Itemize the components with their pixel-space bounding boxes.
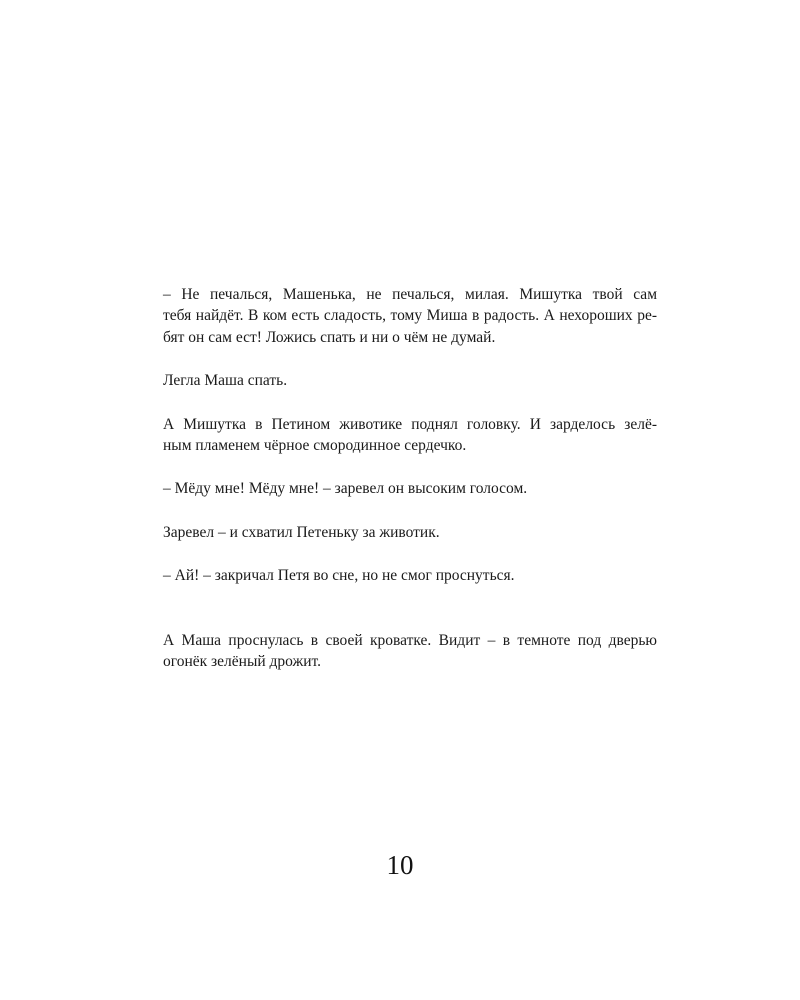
paragraph-7 bbox=[163, 630, 657, 673]
text-line: ным пламенем чёрное смородинное сердечко. bbox=[163, 437, 467, 455]
paragraph-6 bbox=[163, 565, 657, 586]
text-line: – Ай! – закричал Петя во сне, но не смог проснуться. bbox=[163, 567, 515, 585]
text-line: бят он сам ест! Ложись спать и ни о чём не думай. bbox=[163, 328, 496, 346]
paragraph-4 bbox=[163, 478, 657, 499]
paragraph-3 bbox=[163, 414, 657, 457]
paragraph-2 bbox=[163, 370, 657, 391]
page-text bbox=[163, 284, 657, 672]
text-line: Легла Маша спать. bbox=[163, 372, 288, 390]
text-line: – Мёду мне! Мёду мне! – заревел он высоким голосом. bbox=[163, 480, 528, 498]
text-line: огонёк зелёный дрожит. bbox=[163, 653, 322, 671]
paragraph-5 bbox=[163, 522, 657, 543]
text-line: тебя найдёт. В ком есть сладость, тому Миша в радость. А нехороших ре- bbox=[163, 307, 657, 325]
text-line: А Мишутка в Петином животике поднял головку. И зарделось зелё- bbox=[163, 415, 657, 433]
text-line: А Маша проснулась в своей кроватке. Видит – в темноте под дверью bbox=[163, 631, 657, 649]
text-line: Заревел – и схватил Петеньку за животик. bbox=[163, 523, 440, 541]
paragraph-1 bbox=[163, 284, 657, 348]
page-number: 10 bbox=[386, 850, 414, 880]
text-line: – Не печалься, Машенька, не печалься, милая. Мишутка твой сам bbox=[163, 286, 657, 303]
